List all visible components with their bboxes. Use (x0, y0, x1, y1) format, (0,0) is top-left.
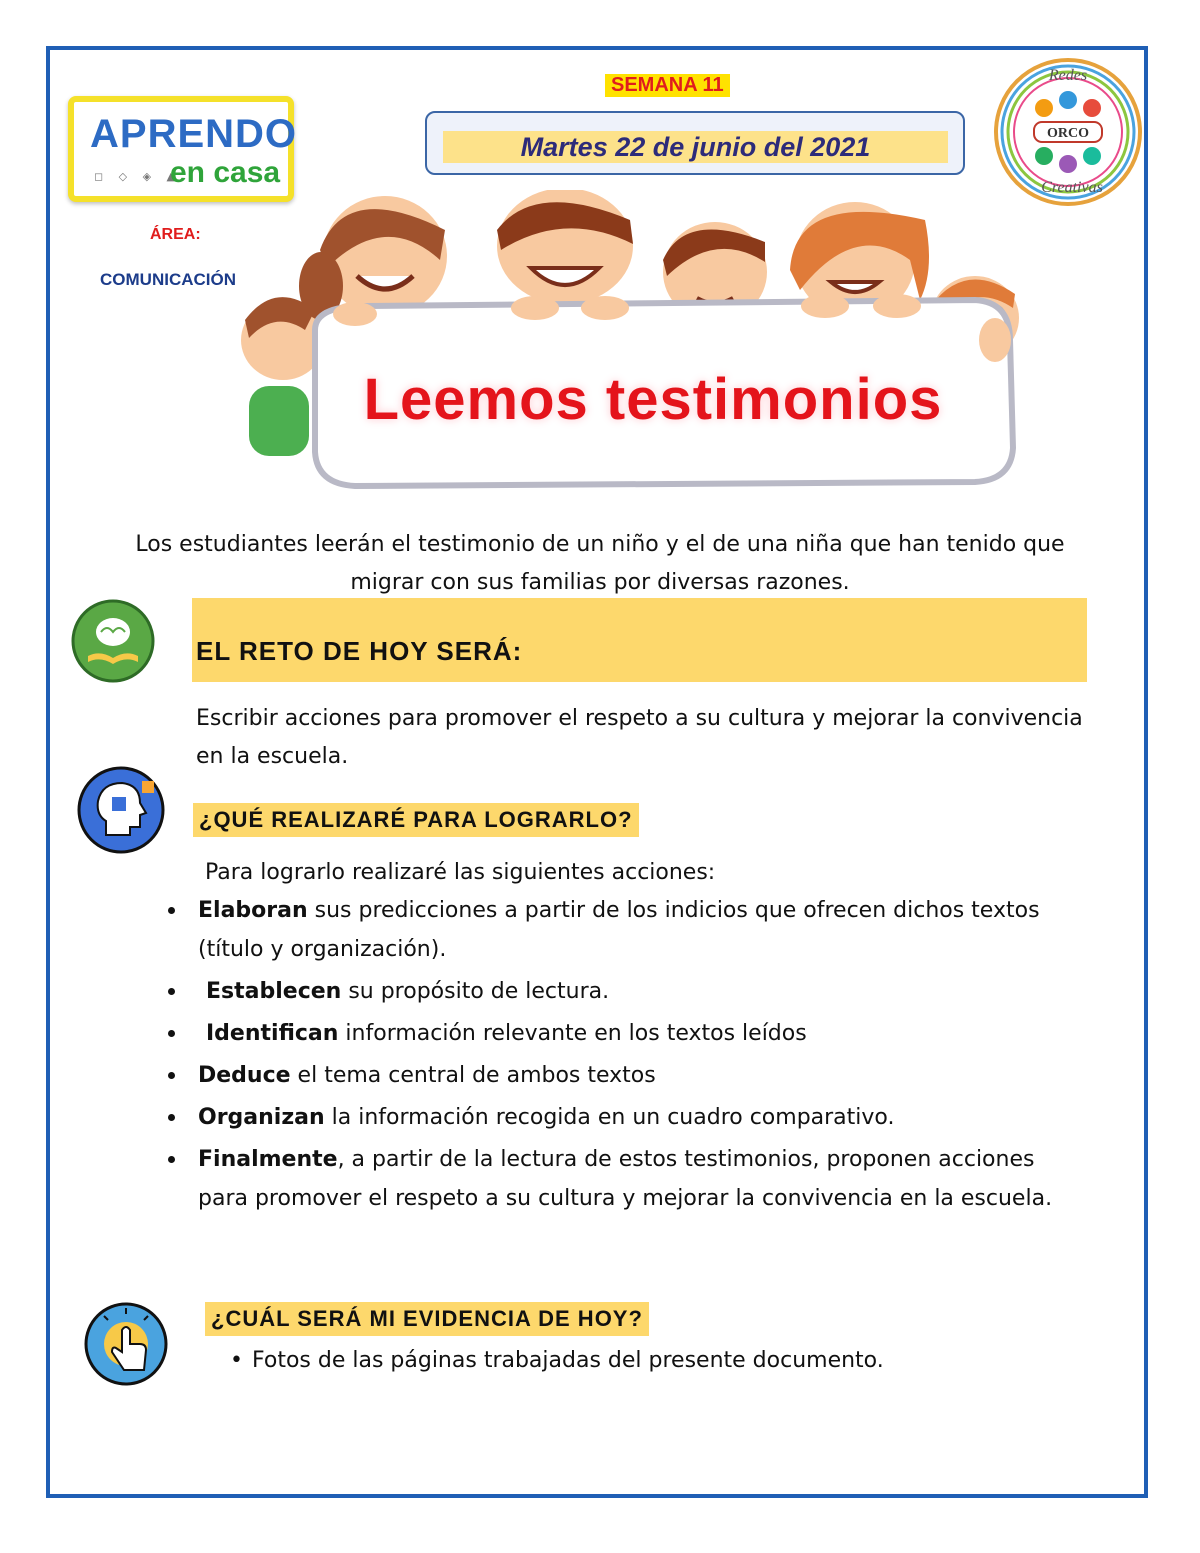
item-keyword: Establecen (206, 979, 342, 1004)
logo-line1: APRENDO (90, 112, 298, 156)
item-keyword: Organizan (198, 1105, 325, 1130)
area-label: ÁREA: (150, 226, 201, 243)
badge-center-text: ORCO (1047, 126, 1089, 141)
kids-illustration (235, 190, 1025, 495)
head-puzzle-icon (76, 765, 166, 855)
list-item (160, 891, 1080, 969)
reto-text: Escribir acciones para promover el respeto a su cultura y mejorar la convivencia en la escuela. (196, 706, 1083, 769)
acciones-list (160, 891, 1080, 1221)
item-text: sus predicciones a partir de los indicios que ofrecen dichos textos (título y organización). (198, 898, 1040, 962)
badge-bottom-text: Creativas (1041, 179, 1103, 196)
item-keyword: Identifican (206, 1021, 339, 1046)
item-keyword: Deduce (198, 1063, 291, 1088)
touch-hand-icon (82, 1300, 170, 1388)
list-item (160, 1056, 1080, 1095)
badge-top-text: Redes (1048, 67, 1088, 84)
evidencia-title: ¿CUÁL SERÁ MI EVIDENCIA DE HOY? (205, 1302, 649, 1336)
item-keyword: Finalmente (198, 1147, 338, 1172)
acciones-title: ¿QUÉ REALIZARÉ PARA LOGRARLO? (193, 803, 639, 837)
date-text: Martes 22 de junio del 2021 (520, 132, 871, 162)
intro-text: Los estudiantes leerán el testimonio de un niño y el de una niña que han tenido que migrar con sus familias por diversas razones. (135, 532, 1065, 595)
item-text: su propósito de lectura. (341, 979, 610, 1004)
hero-title: Leemos testimonios (363, 367, 943, 432)
date-highlight (443, 131, 948, 163)
item-keyword: Elaboran (198, 898, 308, 923)
area-value: COMUNICACIÓN (100, 270, 236, 289)
list-item (160, 1140, 1080, 1218)
brain-book-icon (70, 598, 156, 684)
list-item (160, 1098, 1080, 1137)
item-text: información relevante en los textos leídos (338, 1021, 807, 1046)
reto-title: EL RETO DE HOY SERÁ: (196, 636, 523, 666)
week-label: SEMANA 11 (605, 74, 730, 97)
item-text: , a partir de la lectura de estos testimonios, proponen acciones para promover el respeto a su cultura y mejorar la convivencia en la escuela. (198, 1147, 1053, 1211)
evidencia-item: • Fotos de las páginas trabajadas del presente documento. (252, 1342, 884, 1380)
item-text: el tema central de ambos textos (290, 1063, 656, 1088)
list-item (160, 1014, 1080, 1053)
redes-creativas-badge (992, 56, 1144, 208)
date-box (425, 111, 965, 175)
list-item (160, 972, 1080, 1011)
aprendo-en-casa-logo (68, 96, 298, 202)
logo-line2: en casa (170, 156, 281, 189)
logo-dots: ◻ ◇ ◈ ▲ (94, 170, 181, 183)
acciones-intro: Para lograrlo realizaré las siguientes acciones: (205, 860, 716, 885)
item-text: la información recogida en un cuadro comparativo. (324, 1105, 895, 1130)
